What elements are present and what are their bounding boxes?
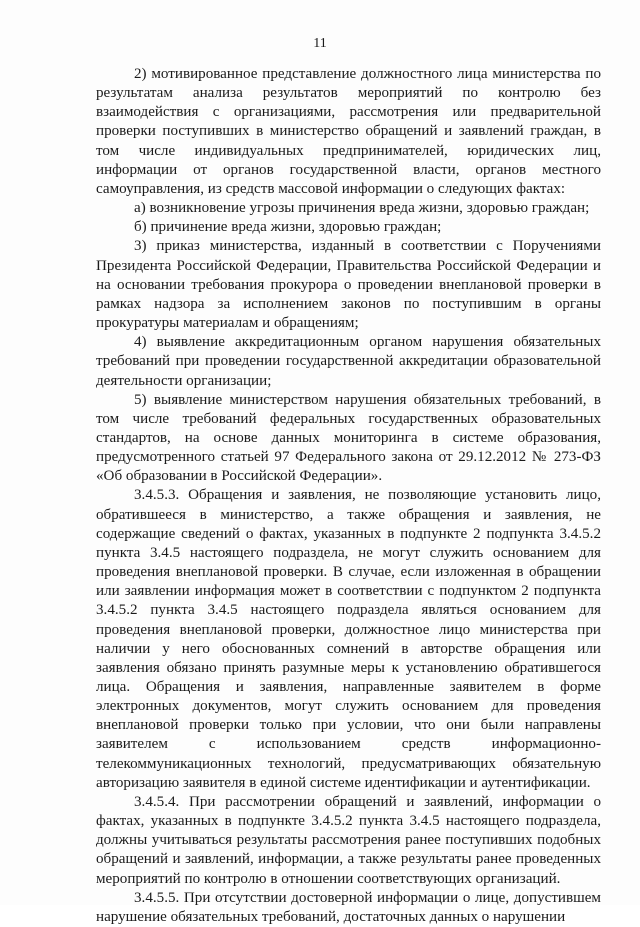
paragraph-3-4-5-4: 3.4.5.4. При рассмотрении обращений и заявлений, информации о фактах, указанных в подпункте 3.4.5.2 пункта 3.4.5 настоящего подраздела, должны учитываться результаты рассмотрения ранее поступивших подобных обращений и заявлений, информации, а также результаты ранее проведенных мероприятий по контролю в отношении соответствующих организаций. (96, 793, 601, 887)
paragraph-item-5: 5) выявление министерством нарушения обязательных требований, в том числе требований федеральных государственных образовательных стандартов, на основе данных мониторинга в системе образования, предусмотренного статьей 97 Федерального закона от 29.12.2012 № 273-ФЗ «Об образовании в Российской Федерации». (96, 391, 601, 485)
paragraph-item-3: 3) приказ министерства, изданный в соответствии с Поручениями Президента Российской Федерации, Правительства Российской Федерации и на основании требования прокурора о проведении внеплановой проверки в рамках надзора за исполнением законов по поступившим в органы прокуратуры материалам и обращениям; (96, 238, 601, 332)
document-body (96, 65, 601, 927)
paragraph-subitem-b: б) причинение вреда жизни, здоровью граждан; (134, 219, 442, 236)
paragraph-item-4: 4) выявление аккредитационным органом нарушения обязательных требований при проведении государственной аккредитации образовательной деятельности организации; (96, 334, 601, 389)
paragraph-3-4-5-5: 3.4.5.5. При отсутствии достоверной информации о лице, допустившем нарушение обязательных требований, достаточных данных о нарушении (96, 889, 601, 925)
paragraph-subitem-a: а) возникновение угрозы причинения вреда жизни, здоровью граждан; (134, 200, 590, 217)
page-number: 11 (313, 36, 327, 51)
paragraph-item-2: 2) мотивированное представление должностного лица министерства по результатам анализа результатов мероприятий по контролю без взаимодействия с организациями, рассмотрения или предварительной проверки поступивших в министерство обращений и заявлений граждан, в том числе индивидуальных предпринимателей, юридических лиц, информации от органов государственной власти, органов местного самоуправления, из средств массовой информации о следующих фактах: (96, 66, 601, 197)
paragraph-3-4-5-3: 3.4.5.3. Обращения и заявления, не позволяющие установить лицо, обратившееся в министерство, а также обращения и заявления, не содержащие сведений о фактах, указанных в подпункте 2 подпункта 3.4.5.2 пункта 3.4.5 настоящего подраздела, не могут служить основанием для проведения внеплановой проверки. В случае, если изложенная в обращении или заявлении информация может в соответствии с подпунктом 2 подпункта 3.4.5.2 пункта 3.4.5 настоящего подраздела являться основанием для проведения внеплановой проверки, должностное лицо министерства при наличии у него обоснованных сомнений в авторстве обращения или заявления обязано принять разумные меры к установлению обратившегося лица. Обращения и заявления, направленные заявителем в форме электронных документов, могут служить основанием для проведения внеплановой проверки только при условии, что они были направлены заявителем с использованием средств информационно-телекоммуникационных технологий, предусматривающих обязательную авторизацию заявителя в единой системе идентификации и аутентификации. (96, 487, 601, 791)
